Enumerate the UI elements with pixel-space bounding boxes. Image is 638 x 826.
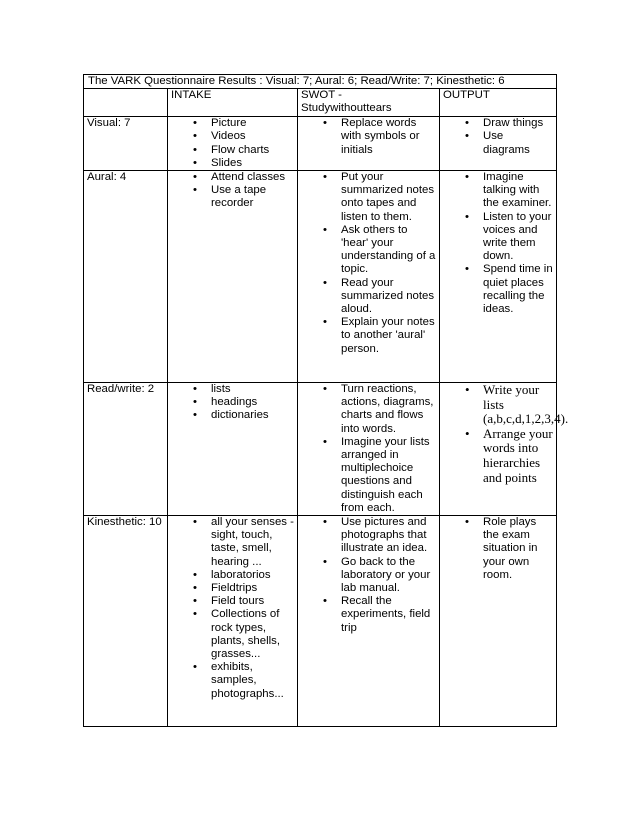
list-item: • Field tours	[171, 595, 294, 608]
bullet-list	[171, 171, 294, 211]
bullet-list	[171, 117, 294, 170]
list-item: • Slides	[171, 157, 294, 170]
list-item: • Collections of rock types, plants, shells, grasses...	[171, 608, 294, 661]
list-item: • Attend classes	[171, 171, 294, 184]
row-label: Kinesthetic: 10	[84, 516, 168, 727]
header-output: OUTPUT	[440, 89, 557, 117]
list-item: • Imagine talking with the examiner.	[443, 171, 553, 211]
swot-cell	[298, 117, 440, 171]
swot-cell	[298, 516, 440, 727]
table-header-row	[84, 89, 557, 117]
bullet-list	[301, 383, 436, 515]
list-item: • Imagine your lists arranged in multiplechoice questions and distinguish each from each.	[301, 436, 436, 515]
list-item: • Explain your notes to another 'aural' person.	[301, 316, 436, 356]
output-cell	[440, 382, 569, 516]
table-row	[84, 383, 557, 516]
output-cell	[440, 117, 557, 171]
list-item: • Read your summarized notes aloud.	[301, 277, 436, 317]
list-item: • Role plays the exam situation in your own room.	[443, 516, 553, 582]
table-row	[84, 516, 557, 727]
list-item: • Use diagrams	[443, 130, 553, 156]
header-swot-text: SWOT - Studywithouttears	[301, 89, 392, 115]
header-intake: INTAKE	[168, 89, 298, 117]
list-item: • Picture	[171, 117, 294, 130]
table-title: The VARK Questionnaire Results : Visual: 7; Aural: 6; Read/Write: 7; Kinesthetic: 6	[84, 75, 557, 89]
list-item: • lists	[171, 383, 294, 396]
list-item: • Use pictures and photographs that illustrate an idea.	[301, 516, 436, 556]
bullet-list	[443, 382, 569, 485]
row-label: Visual: 7	[84, 117, 168, 171]
output-cell	[440, 516, 557, 727]
intake-cell	[168, 171, 298, 383]
list-item: • Spend time in quiet places recalling the ideas.	[443, 263, 553, 316]
list-item: • Use a tape recorder	[171, 184, 294, 210]
table-title-row	[84, 75, 557, 89]
list-item: • Flow charts	[171, 144, 294, 157]
row-label: Read/write: 2	[84, 383, 168, 516]
intake-cell	[168, 117, 298, 171]
table-row	[84, 171, 557, 383]
list-item: • Videos	[171, 130, 294, 143]
list-item: • exhibits, samples, photographs...	[171, 661, 294, 701]
bullet-list	[443, 516, 553, 582]
header-swot	[298, 89, 440, 117]
bullet-list	[171, 383, 294, 423]
list-item: • Replace words with symbols or initials	[301, 117, 436, 157]
list-item: • Arrange your words into hierarchies and points	[443, 427, 553, 485]
list-item: • all your senses - sight, touch, taste, smell, hearing ...	[171, 516, 294, 569]
bullet-list	[443, 171, 553, 316]
list-item: • dictionaries	[171, 409, 294, 422]
header-empty-cell	[84, 89, 168, 117]
swot-cell	[298, 171, 440, 383]
list-item: • Ask others to 'hear' your understanding of a topic.	[301, 224, 436, 277]
list-item: • Put your summarized notes onto tapes and listen to them.	[301, 171, 436, 224]
bullet-list	[301, 171, 436, 356]
list-item: • Listen to your voices and write them down.	[443, 211, 553, 264]
list-item: • Go back to the laboratory or your lab manual.	[301, 556, 436, 596]
table-row	[84, 117, 557, 171]
list-item: • Write your lists (a,b,c,d,1,2,3,4).	[443, 383, 553, 427]
bullet-list	[171, 516, 294, 701]
intake-cell	[168, 383, 298, 516]
output-cell	[440, 171, 557, 383]
list-item: • Draw things	[443, 117, 553, 130]
list-item: • headings	[171, 396, 294, 409]
bullet-list	[301, 117, 436, 157]
swot-cell	[298, 383, 440, 516]
list-item: • Fieldtrips	[171, 582, 294, 595]
bullet-list	[443, 117, 553, 157]
list-item: • Recall the experiments, field trip	[301, 595, 436, 635]
intake-cell	[168, 516, 298, 727]
row-label: Aural: 4	[84, 171, 168, 383]
list-item: • Turn reactions, actions, diagrams, charts and flows into words.	[301, 383, 436, 436]
vark-results-table	[83, 74, 569, 727]
list-item: • laboratorios	[171, 569, 294, 582]
bullet-list	[301, 516, 436, 635]
